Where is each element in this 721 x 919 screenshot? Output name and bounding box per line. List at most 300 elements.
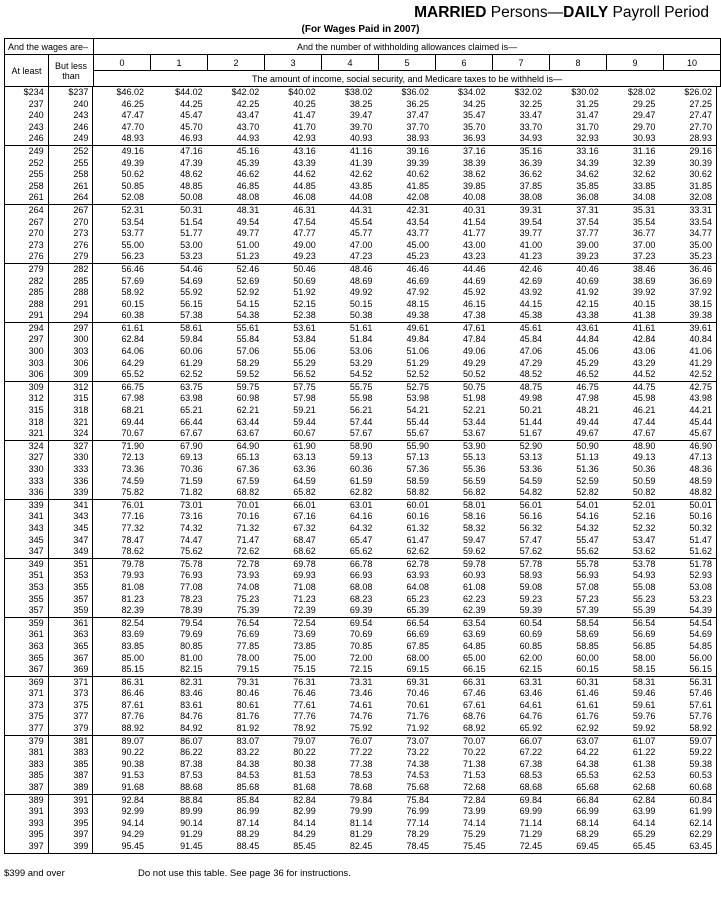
cell-withholding-10: 31.85 — [689, 180, 712, 191]
cell-withholding-4: 51.84 — [349, 334, 373, 345]
cell-withholding-10: 38.15 — [689, 298, 712, 309]
table-row — [5, 87, 716, 99]
cell-withholding-9: 55.39 — [632, 605, 656, 616]
cell-withholding-2: 73.93 — [236, 570, 260, 581]
cell-withholding-7: 48.52 — [519, 369, 543, 380]
cell-withholding-6: 36.93 — [463, 133, 486, 144]
cell-withholding-4: 53.29 — [349, 357, 373, 368]
cell-withholding-9: 29.70 — [632, 121, 656, 132]
cell-withholding-3: 67.16 — [293, 511, 316, 522]
cell-withholding-4: 73.31 — [349, 676, 373, 687]
table-row — [5, 346, 716, 358]
cell-withholding-6: 58.16 — [463, 511, 486, 522]
cell-withholding-6: 53.44 — [463, 416, 486, 427]
table-row — [5, 405, 716, 417]
cell-withholding-0: 90.22 — [121, 747, 145, 758]
cell-withholding-1: 74.32 — [180, 522, 203, 533]
cell-at-least: 309 — [5, 382, 49, 394]
cell-withholding-7: 33.47 — [519, 110, 543, 121]
cell-withholding-4: 72.00 — [349, 652, 373, 663]
cell-withholding-4: 78.68 — [349, 782, 373, 793]
cell-withholding-9: 65.29 — [632, 829, 656, 840]
cell-at-least: 252 — [5, 158, 49, 170]
cell-withholding-3: 79.07 — [293, 735, 316, 746]
cell-at-least: 387 — [5, 782, 49, 794]
cell-withholding-5: 37.70 — [406, 121, 429, 132]
cell-withholding-3: 84.14 — [293, 817, 316, 828]
cell-withholding-2: 48.31 — [236, 204, 260, 215]
cell-at-least: 347 — [5, 546, 49, 558]
cell-withholding-8: 45.06 — [576, 346, 599, 357]
cell-withholding-9: 56.85 — [632, 640, 656, 651]
cell-withholding-9: 56.69 — [632, 629, 656, 640]
cell-withholding-0: 53.54 — [121, 216, 145, 227]
cell-withholding-0: 87.61 — [121, 699, 145, 710]
cell-withholding-2: 52.46 — [236, 263, 260, 274]
cell-withholding-1: 50.08 — [180, 192, 203, 203]
cell-at-least: 249 — [5, 146, 49, 158]
table-row — [5, 535, 716, 547]
cell-withholding-2: 74.08 — [236, 581, 260, 592]
cell-at-least: 300 — [5, 346, 49, 358]
cell-withholding-8: 66.99 — [576, 806, 599, 817]
cell-withholding-2: 49.77 — [236, 228, 260, 239]
table-row — [5, 428, 716, 440]
cell-withholding-4: 65.62 — [349, 546, 373, 557]
cell-withholding-2: 51.00 — [236, 239, 260, 250]
cell-withholding-10: 37.92 — [689, 287, 712, 298]
cell-withholding-1: 57.38 — [180, 310, 203, 321]
cell-withholding-5: 78.29 — [406, 829, 429, 840]
cell-but-less-than: 300 — [49, 334, 94, 346]
table-row — [5, 158, 716, 170]
cell-withholding-10: 39.38 — [689, 310, 712, 321]
cell-withholding-1: 80.85 — [180, 640, 203, 651]
cell-withholding-10: 46.90 — [689, 440, 712, 451]
cell-but-less-than: $237 — [49, 87, 94, 99]
cell-withholding-10: 51.62 — [689, 546, 712, 557]
table-row — [5, 618, 716, 630]
cell-withholding-0: 61.61 — [121, 322, 145, 333]
cell-at-least: 391 — [5, 806, 49, 818]
table-band — [5, 559, 716, 618]
cell-withholding-6: 38.62 — [463, 169, 486, 180]
cell-withholding-5: 70.46 — [406, 688, 429, 699]
cell-withholding-1: 45.70 — [180, 121, 203, 132]
cell-withholding-4: 38.25 — [349, 98, 373, 109]
cell-withholding-7: 63.31 — [519, 676, 543, 687]
cell-withholding-8: 65.53 — [576, 770, 599, 781]
cell-withholding-4: 58.90 — [349, 440, 373, 451]
cell-withholding-10: 39.61 — [689, 322, 712, 333]
cell-withholding-0: 70.67 — [121, 428, 145, 439]
cell-at-least: 237 — [5, 99, 49, 111]
cell-withholding-5: 65.23 — [406, 593, 429, 604]
cell-withholding-6: 66.15 — [463, 664, 486, 675]
table-band — [5, 146, 716, 205]
cell-at-least: 276 — [5, 251, 49, 263]
cell-withholding-4: 74.76 — [349, 711, 373, 722]
cell-withholding-6: 39.85 — [463, 180, 486, 191]
cell-withholding-1: 76.93 — [180, 570, 203, 581]
cell-withholding-1: 59.84 — [180, 334, 203, 345]
cell-but-less-than: 397 — [49, 829, 94, 841]
cell-withholding-10: 59.38 — [689, 758, 712, 769]
cell-withholding-9: 55.08 — [632, 581, 656, 592]
cell-withholding-4: 48.69 — [349, 275, 373, 286]
table-row — [5, 594, 716, 606]
cell-withholding-0: 79.78 — [121, 558, 145, 569]
table-row — [5, 700, 716, 712]
cell-at-least: 336 — [5, 487, 49, 499]
cell-withholding-3: 81.53 — [293, 770, 316, 781]
cell-withholding-4: 41.39 — [349, 157, 373, 168]
cell-withholding-4: 42.62 — [349, 169, 373, 180]
cell-withholding-3: 41.47 — [293, 110, 316, 121]
cell-withholding-4: 65.47 — [349, 534, 373, 545]
cell-withholding-4: 79.84 — [349, 794, 373, 805]
cell-withholding-10: 54.69 — [689, 629, 712, 640]
cell-withholding-9: 30.93 — [632, 133, 656, 144]
cell-at-least: 327 — [5, 452, 49, 464]
cell-withholding-9: 61.22 — [632, 747, 656, 758]
cell-withholding-3: 56.52 — [293, 369, 316, 380]
cell-withholding-3: 49.23 — [293, 251, 316, 262]
cell-withholding-0: 92.99 — [121, 806, 145, 817]
cell-withholding-4: 74.61 — [349, 699, 373, 710]
header-allowance-5: 5 — [379, 55, 436, 71]
cell-withholding-6: 53.67 — [463, 428, 486, 439]
cell-withholding-9: 61.38 — [632, 758, 656, 769]
cell-withholding-4: 60.36 — [349, 464, 373, 474]
cell-withholding-8: 51.36 — [576, 464, 599, 474]
cell-withholding-5: 64.08 — [406, 581, 429, 592]
cell-withholding-1: 73.16 — [180, 511, 203, 522]
cell-withholding-10: 42.52 — [689, 369, 712, 380]
cell-at-least: 303 — [5, 358, 49, 370]
cell-withholding-10: 48.36 — [689, 464, 712, 474]
cell-withholding-7: 72.45 — [519, 841, 543, 851]
cell-withholding-4: 75.92 — [349, 723, 373, 734]
cell-withholding-1: 78.39 — [180, 605, 203, 616]
cell-but-less-than: 389 — [49, 782, 94, 794]
cell-withholding-10: 54.39 — [689, 605, 712, 616]
cell-at-least: 361 — [5, 629, 49, 641]
cell-withholding-0: 57.69 — [121, 275, 145, 286]
header-allowance-1: 1 — [151, 55, 208, 71]
cell-withholding-3: 81.68 — [293, 782, 316, 793]
cell-withholding-1: 51.54 — [180, 216, 203, 227]
cell-withholding-8: 56.93 — [576, 570, 599, 581]
cell-withholding-1: 79.69 — [180, 629, 203, 640]
table-row — [5, 559, 716, 571]
cell-withholding-2: 55.61 — [236, 322, 260, 333]
cell-withholding-0: 85.00 — [121, 652, 145, 663]
cell-withholding-2: 80.46 — [236, 688, 260, 699]
cell-withholding-10: 60.68 — [689, 782, 712, 793]
cell-withholding-4: 55.75 — [349, 381, 373, 392]
cell-withholding-7: 69.84 — [519, 794, 543, 805]
cell-withholding-4: 61.59 — [349, 475, 373, 486]
cell-at-least: 365 — [5, 653, 49, 665]
cell-withholding-9: 62.84 — [632, 794, 656, 805]
cell-withholding-3: 77.76 — [293, 711, 316, 722]
cell-withholding-2: 44.93 — [236, 133, 260, 144]
cell-withholding-1: 89.99 — [180, 806, 203, 817]
cell-withholding-2: 46.62 — [236, 169, 260, 180]
cell-withholding-8: 57.39 — [576, 605, 599, 616]
cell-withholding-7: 42.46 — [519, 263, 543, 274]
title-persons: Persons— — [486, 4, 564, 21]
cell-withholding-0: 52.08 — [121, 192, 145, 203]
cell-withholding-8: 31.70 — [576, 121, 599, 132]
cell-withholding-5: 52.52 — [406, 369, 429, 380]
cell-withholding-2: 54.38 — [236, 310, 260, 321]
cell-withholding-0: 91.53 — [121, 770, 145, 781]
cell-withholding-9: 59.76 — [632, 711, 656, 722]
cell-withholding-10: 36.69 — [689, 275, 712, 286]
cell-withholding-2: 52.69 — [236, 275, 260, 286]
cell-withholding-2: 86.99 — [236, 806, 260, 817]
cell-withholding-0: 87.76 — [121, 711, 145, 722]
cell-withholding-6: 63.54 — [463, 617, 486, 628]
cell-at-least: 321 — [5, 428, 49, 440]
table-row — [5, 605, 716, 617]
cell-withholding-8: 60.15 — [576, 664, 599, 675]
cell-withholding-2: 76.69 — [236, 629, 260, 640]
table-band — [5, 618, 716, 677]
cell-withholding-4: 70.85 — [349, 640, 373, 651]
cell-withholding-2: 42.25 — [236, 98, 260, 109]
cell-withholding-9: 63.99 — [632, 806, 656, 817]
cell-withholding-9: 37.00 — [632, 239, 656, 250]
cell-at-least: 312 — [5, 393, 49, 405]
cell-but-less-than: 341 — [49, 500, 94, 512]
cell-withholding-8: 37.54 — [576, 216, 599, 227]
cell-withholding-8: $30.02 — [571, 87, 599, 97]
cell-but-less-than: 367 — [49, 653, 94, 665]
cell-withholding-3: 68.47 — [293, 534, 316, 545]
cell-withholding-6: 55.36 — [463, 464, 486, 474]
table-row — [5, 169, 716, 181]
table-row — [5, 110, 716, 122]
cell-withholding-0: 95.45 — [121, 841, 145, 851]
cell-withholding-9: 53.62 — [632, 546, 656, 557]
cell-withholding-6: 74.14 — [463, 817, 486, 828]
cell-withholding-10: 42.75 — [689, 381, 712, 392]
cell-withholding-8: 54.01 — [576, 499, 599, 510]
cell-withholding-7: 56.16 — [519, 511, 543, 522]
cell-but-less-than: 303 — [49, 346, 94, 358]
cell-withholding-1: 70.36 — [180, 464, 203, 474]
cell-withholding-8: 48.21 — [576, 405, 599, 416]
cell-withholding-7: 60.54 — [519, 617, 543, 628]
cell-but-less-than: 246 — [49, 122, 94, 134]
cell-withholding-0: 66.75 — [121, 381, 145, 392]
cell-withholding-8: 39.23 — [576, 251, 599, 262]
cell-withholding-5: 55.67 — [406, 428, 429, 439]
cell-withholding-0: 50.85 — [121, 180, 145, 191]
cell-withholding-0: 58.92 — [121, 287, 145, 298]
cell-withholding-1: 84.76 — [180, 711, 203, 722]
cell-withholding-3: 60.67 — [293, 428, 316, 439]
cell-at-least: 369 — [5, 677, 49, 689]
cell-withholding-3: 49.00 — [293, 239, 316, 250]
cell-withholding-9: 45.98 — [632, 393, 656, 404]
cell-withholding-10: 53.23 — [689, 593, 712, 604]
cell-withholding-3: 41.70 — [293, 121, 316, 132]
cell-at-least: $234 — [5, 87, 49, 99]
cell-withholding-9: 35.31 — [632, 204, 656, 215]
cell-withholding-7: 50.21 — [519, 405, 543, 416]
cell-withholding-10: 29.16 — [689, 145, 712, 156]
cell-withholding-6: 34.25 — [463, 98, 486, 109]
cell-withholding-0: 49.39 — [121, 157, 145, 168]
cell-withholding-5: 46.69 — [406, 275, 429, 286]
cell-withholding-9: 41.38 — [632, 310, 656, 321]
cell-withholding-2: 77.85 — [236, 640, 260, 651]
cell-withholding-7: 41.23 — [519, 251, 543, 262]
cell-withholding-2: 67.36 — [236, 464, 260, 474]
cell-withholding-6: 43.23 — [463, 251, 486, 262]
cell-withholding-4: 51.61 — [349, 322, 373, 333]
cell-withholding-9: 59.92 — [632, 723, 656, 734]
cell-withholding-5: 77.14 — [406, 817, 429, 828]
cell-withholding-10: 45.44 — [689, 416, 712, 427]
cell-withholding-7: 41.00 — [519, 239, 543, 250]
cell-withholding-9: 38.46 — [632, 263, 656, 274]
cell-withholding-9: 47.44 — [632, 416, 656, 427]
cell-withholding-7: 45.61 — [519, 322, 543, 333]
cell-withholding-4: 54.52 — [349, 369, 373, 380]
cell-at-least: 341 — [5, 511, 49, 523]
cell-withholding-9: 54.93 — [632, 570, 656, 581]
cell-withholding-3: 63.13 — [293, 452, 316, 463]
cell-at-least: 345 — [5, 535, 49, 547]
cell-at-least: 291 — [5, 310, 49, 322]
cell-withholding-5: 43.77 — [406, 228, 429, 239]
cell-withholding-3: 61.90 — [293, 440, 316, 451]
cell-withholding-6: 72.84 — [463, 794, 486, 805]
cell-withholding-10: 54.85 — [689, 640, 712, 651]
cell-at-least: 357 — [5, 605, 49, 617]
cell-withholding-0: 94.14 — [121, 817, 145, 828]
cell-withholding-0: 74.59 — [121, 475, 145, 486]
cell-but-less-than: 357 — [49, 594, 94, 606]
cell-withholding-8: 61.76 — [576, 711, 599, 722]
cell-withholding-3: 66.01 — [293, 499, 316, 510]
cell-withholding-2: 72.62 — [236, 546, 260, 557]
cell-withholding-2: 46.85 — [236, 180, 260, 191]
cell-withholding-2: 65.13 — [236, 452, 260, 463]
cell-withholding-2: $42.02 — [231, 87, 260, 97]
cell-withholding-7: 43.92 — [519, 287, 543, 298]
cell-withholding-2: 51.23 — [236, 251, 260, 262]
cell-withholding-0: 86.31 — [121, 676, 145, 687]
cell-at-least: 373 — [5, 700, 49, 712]
cell-at-least: 246 — [5, 133, 49, 145]
cell-withholding-1: 79.54 — [180, 617, 203, 628]
cell-withholding-6: 38.39 — [463, 157, 486, 168]
cell-withholding-4: 50.15 — [349, 298, 373, 309]
cell-withholding-1: 47.39 — [180, 157, 203, 168]
cell-withholding-4: 47.23 — [349, 251, 373, 262]
cell-withholding-2: 75.23 — [236, 593, 260, 604]
cell-at-least: 273 — [5, 240, 49, 252]
cell-at-least: 367 — [5, 664, 49, 676]
cell-withholding-9: 58.00 — [632, 652, 656, 663]
cell-but-less-than: 255 — [49, 158, 94, 170]
cell-withholding-8: 44.84 — [576, 334, 599, 345]
cell-withholding-10: 48.59 — [689, 475, 712, 486]
cell-withholding-6: 75.45 — [463, 841, 486, 851]
table-row — [5, 369, 716, 381]
table-row — [5, 205, 716, 217]
cell-withholding-2: 88.45 — [236, 841, 260, 851]
cell-withholding-9: 53.78 — [632, 558, 656, 569]
cell-but-less-than: 343 — [49, 511, 94, 523]
cell-at-least: 255 — [5, 169, 49, 181]
cell-withholding-7: 63.46 — [519, 688, 543, 699]
cell-withholding-8: 40.69 — [576, 275, 599, 286]
cell-withholding-10: 57.76 — [689, 711, 712, 722]
cell-withholding-9: 50.59 — [632, 475, 656, 486]
cell-at-least: 318 — [5, 417, 49, 429]
cell-withholding-1: 84.92 — [180, 723, 203, 734]
cell-withholding-4: 39.70 — [349, 121, 373, 132]
cell-withholding-7: 45.38 — [519, 310, 543, 321]
cell-withholding-8: 52.82 — [576, 487, 599, 498]
cell-withholding-9: $28.02 — [627, 87, 656, 97]
cell-withholding-8: 54.16 — [576, 511, 599, 522]
cell-withholding-6: 67.61 — [463, 699, 486, 710]
cell-withholding-0: 67.98 — [121, 393, 145, 404]
cell-withholding-9: 62.53 — [632, 770, 656, 781]
cell-withholding-2: 68.82 — [236, 487, 260, 498]
cell-withholding-5: $36.02 — [401, 87, 429, 97]
cell-at-least: 353 — [5, 582, 49, 594]
cell-but-less-than: 333 — [49, 464, 94, 476]
cell-withholding-2: 81.76 — [236, 711, 260, 722]
table-row — [5, 795, 716, 807]
cell-withholding-9: 35.54 — [632, 216, 656, 227]
table-band — [5, 677, 716, 736]
cell-withholding-8: 60.00 — [576, 652, 599, 663]
cell-withholding-10: 27.70 — [689, 121, 712, 132]
cell-withholding-8: 34.62 — [576, 169, 599, 180]
cell-withholding-5: 41.85 — [406, 180, 429, 191]
cell-withholding-0: 82.54 — [121, 617, 145, 628]
cell-but-less-than: 399 — [49, 841, 94, 853]
cell-withholding-5: 57.36 — [406, 464, 429, 474]
cell-withholding-10: 50.32 — [689, 522, 712, 533]
cell-withholding-1: 45.47 — [180, 110, 203, 121]
cell-withholding-7: 47.06 — [519, 346, 543, 357]
cell-withholding-10: 61.99 — [689, 806, 712, 817]
cell-withholding-5: 75.68 — [406, 782, 429, 793]
cell-withholding-7: 67.38 — [519, 758, 543, 769]
cell-withholding-4: 81.29 — [349, 829, 373, 840]
cell-withholding-3: 73.69 — [293, 629, 316, 640]
cell-withholding-10: 60.53 — [689, 770, 712, 781]
cell-but-less-than: 312 — [49, 382, 94, 394]
cell-at-least: 285 — [5, 287, 49, 299]
cell-withholding-1: 47.16 — [180, 145, 203, 156]
cell-at-least: 371 — [5, 688, 49, 700]
cell-at-least: 385 — [5, 770, 49, 782]
cell-withholding-10: 43.98 — [689, 393, 712, 404]
cell-withholding-3: 44.62 — [293, 169, 316, 180]
